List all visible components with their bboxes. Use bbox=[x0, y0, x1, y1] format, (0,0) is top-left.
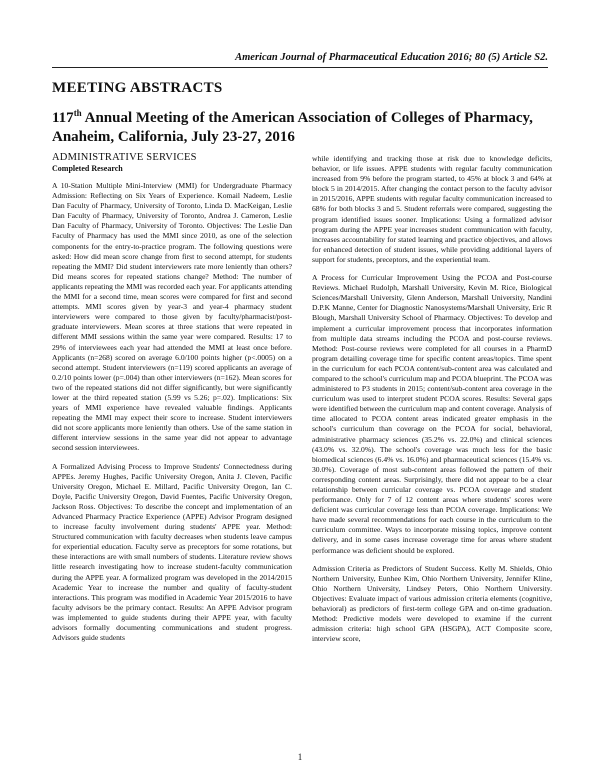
meeting-title bbox=[52, 104, 552, 147]
left-column bbox=[52, 152, 292, 651]
meeting-ordinal-suffix: th bbox=[73, 108, 82, 118]
meeting-ordinal: 117 bbox=[52, 110, 74, 126]
page-number: 1 bbox=[297, 752, 303, 762]
right-column bbox=[312, 154, 552, 652]
journal-header: American Journal of Pharmaceutical Education 2016; 80 (5) Article S2. bbox=[235, 52, 548, 63]
abstract-paragraph: A Formalized Advising Process to Improve Students' Connectedness during APPEs. Jeremy Hughes, Pacific University Oregon, Anita J. Cleven, Pacific University Oregon, Michael E. Millard, Pacific University Oregon, Ian C. Doyle, Pacific University Oregon, David Fuentes, Pacific University Oregon, Jackson Ross. Objectives: To describe the concept and implementation of an Advanced Pharmacy Practice Experience (APPE) Advisor Program designed to increase faculty involvement during students' APPE year. Method: Structured communication with faculty decreases when students leave campus for experiential education. Faculty serve as preceptors for some rotations, but these interactions are with small numbers of students. Literature review shows little research investigating how to increase student-faculty communication during the APPE year. A formalized program was developed in the 2014/2015 Academic Year to increase the number and quality of faculty-student interactions. This program was modified in Academic Year 2015/2016 to have faculty advisors be the primary contact. Results: An APPE Advisor program was implemented to guide students during their APPE year, with faculty advisors formally documenting communications and student progress. Advisors guide students bbox=[52, 461, 292, 643]
category-heading: ADMINISTRATIVE SERVICES bbox=[52, 152, 197, 163]
section-title: MEETING ABSTRACTS bbox=[52, 80, 223, 96]
subcategory-heading: Completed Research bbox=[52, 164, 123, 173]
abstract-paragraph: A Process for Curricular Improvement Using the PCOA and Post-course Reviews. Michael Rudolph, Marshall University, Kevin M. Rice, Biological Sciences/Marshall University, Glenn Anderson, Marshall University, Nandini D.P.K Manne, Center for Diagnostic Nanosystems/Marshall University, Eric R Blough, Marshall University School of Pharmacy. Objectives: To develop and implement a curricular improvement process that incorporates information from multiple data streams including the PCOA and post-course reviews. Method: Post-course reviews were completed for all courses in a PharmD program detailing coverage time for specific content areas/topics. Time spent in the curriculum for each PCOA content/sub-content area was calculated and compared to the school's curriculum map and PCOA blueprint. The PCOA was administered to P3 students in 2015; content/sub-content area coverage in the curriculum was used to interpret student PCOA scores. Results: Several gaps were identified between the curriculum map and content coverage. Analysis of time allocated to PCOA content areas indicated greater emphasis in the school's curriculum than coverage on the PCOA for social, behavioral, administrative pharmacy sciences (35.2% vs. 22.0%) and clinical sciences (43.0% vs. 32.0%). The school's coverage was much less for the basic biomedical sciences (6.4% vs. 16.0%) and pharmaceutical sciences (15.4% vs. 30.0%). Coverage of most sub-content areas followed the pattern of their corresponding content areas. Surprisingly, there did not appear to be a clear relationship between curricular coverage vs. PCOA coverage and student performance. Only for 7 of 12 content areas where students' scores were deficient was curricular coverage less than PCOA coverage. Implications: We have made several recommendations for each course in the curriculum to the curriculum committee. Ways to incorporate missing topics, improve content delivery, and in some cases increase coverage time for areas where student performance was deficient should be explored. bbox=[312, 273, 552, 555]
meeting-title-line2: Anaheim, California, July 23-27, 2016 bbox=[52, 129, 295, 145]
header-rule bbox=[52, 67, 548, 68]
meeting-title-line1: Annual Meeting of the American Association of Colleges of Pharmacy, bbox=[81, 110, 533, 126]
abstract-paragraph: Admission Criteria as Predictors of Student Success. Kelly M. Shields, Ohio Northern University, Eunhee Kim, Ohio Northern University, Jennifer Kline, Ohio Northern University, Lindsey Peters, Ohio Northern University. Objectives: Evaluate impact of various admission criteria elements (cognitive, behavioral) as predictors of first-term college GPA and on-time graduation. Method: Predictive models were developed to examine if the current admission criteria: high school GPA (HSGPA), ACT Composite score, interview score, bbox=[312, 563, 552, 644]
abstract-paragraph: while identifying and tracking those at risk due to knowledge deficits, behavior, or life issues. APPE students with regular faculty communication increased from 9% before the program started, to 45% at block 3 and 64% at block 5 in 2014/2015. After changing the contact person to the faculty advisor in 2015/2016, APPE students with regular faculty communication increased to 68% for both blocks 3 and 5. Student referrals were compared, suggesting the program identified issues sooner. Implications: Using a formalized advisor program during the APPE year increases student communication with faculty, increases accountability for stated learning and practice objectives, and allows for enhanced detection of student issues, while providing additional layers of support for students, preceptors, and the experiential team. bbox=[312, 154, 552, 264]
abstract-paragraph: A 10-Station Multiple Mini-Interview (MMI) for Undergraduate Pharmacy Admission: Reflecting on Six Years of Experience. Komail Nadeem, Leslie Dan Faculty of Pharmacy, University of Toronto, Linda D. MacKeigan, Leslie Dan Faculty of Pharmacy, University of Toronto, Andrea J. Cameron, Leslie Dan Faculty of Pharmacy, University of Toronto. Objectives: The Leslie Dan Faculty of Pharmacy has used the MMI since 2010, as one of the selection components for the entry-to-practice program. The following questions were asked: How did mean score change from first to second attempt, for students repeating the MMI? Did student interviewers rate more leniently than others? Did means scores for repeated stations change? Method: The number of applicants repeating the MMI was recorded each year. For applicants attending the MMI for a second time, mean scores were compared for first and second attempts. MMI scores given by year-3 and year-4 pharmacy student interviewers were compared to those given by faculty/pharmacist/post-graduate interviewers. Mean scores at three stations that were repeated in different MMI sessions within the same year were compared. Results: 17 to 29% of interviewees each year had attended the MMI at least once before. Applicants (n=268) scored on average 6.0/100 points higher (p<.0005) on a second attempt. Student interviewers (n=119) scored applicants an average of 0.2/10 points lower (p=.004) than other interviewers (n=162). Mean scores for two of the repeated stations did not differ significantly, but were significantly lower at the third repeated station (5.99 vs 5.26; p=.02). Implications: Six years of MMI experience have revealed valuable findings. Applicants repeating the MMI may expect their score to increase. Student interviewers did not score applicants more leniently than others. Use of the same station in different interview sessions in the same year did not appear to advantage second session interviewees. bbox=[52, 181, 292, 453]
